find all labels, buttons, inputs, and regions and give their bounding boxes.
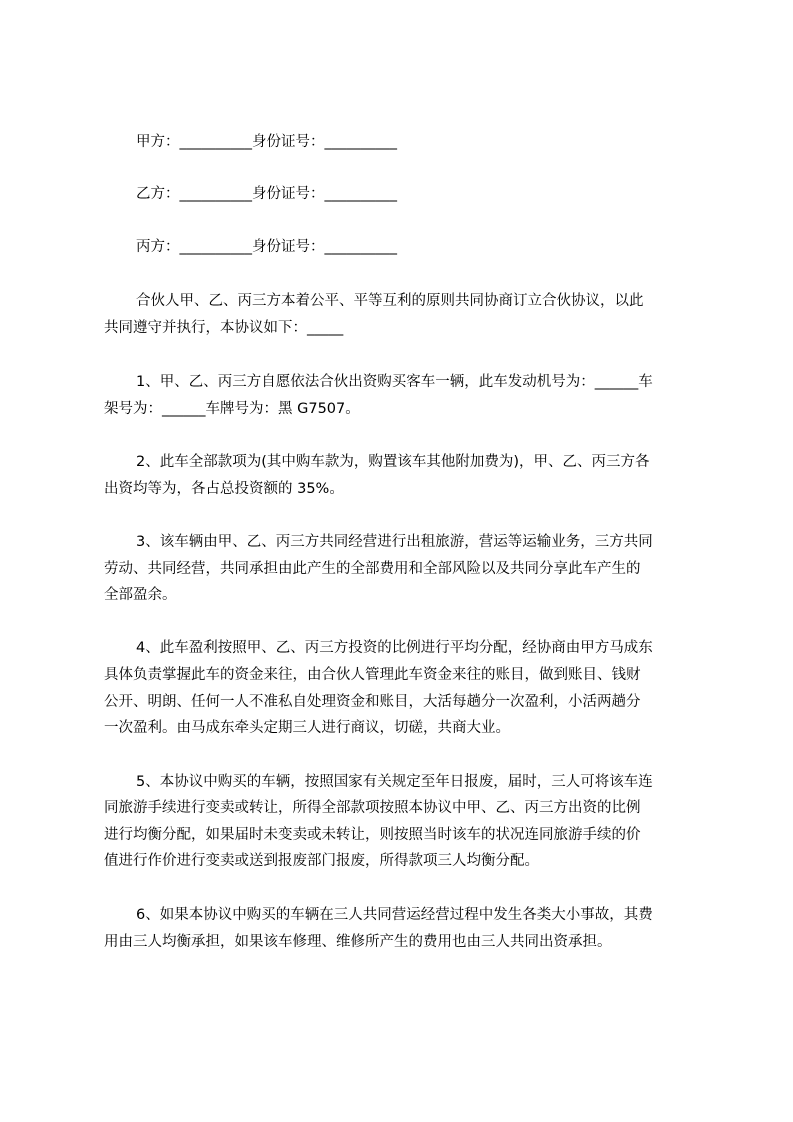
clause-5-line: 同旅游手续进行变卖或转让，所得全部款项按照本协议中甲、乙、丙三方出资的比例 [104,800,641,816]
clause-2-line: 2、此车全部款项为(其中购车款为，购置该车其他附加费为)，甲、乙、丙三方各 [136,454,650,470]
clause-5-line: 5、本协议中购买的车辆，按照国家有关规定至年日报废，届时，三人可将该车连 [136,774,653,790]
clause-4-line: 一次盈利。由马成东牵头定期三人进行商议，切磋，共商大业。 [104,720,510,736]
clause-5-line: 进行均衡分配，如果届时未变卖或未转让，则按照当时该车的状况连同旅游手续的价 [104,827,641,843]
intro-line: 合伙人甲、乙、丙三方本着公平、平等互利的原则共同协商订立合伙协议，以此 [136,293,644,309]
clause-3-line: 劳动、共同经营，共同承担由此产生的全部费用和全部风险以及共同分享此车产生的 [104,561,641,577]
clause-1-line: 1、甲、乙、丙三方自愿依法合伙出资购买客车一辆，此车发动机号为：______车 [136,374,653,390]
party-jia-line: 甲方：__________身份证号：__________ [136,134,397,150]
clause-3-line: 全部盈余。 [104,587,177,603]
party-bing-line: 丙方：__________身份证号：__________ [136,239,397,255]
intro-line: 共同遵守并执行，本协议如下：_____ [104,320,344,336]
clause-4-line: 公开、明朗、任何一人不准私自处理资金和账目，大活每趟分一次盈利，小活两趟分 [104,694,641,710]
clause-2-line: 出资均等为，各占总投资额的 35%。 [104,481,344,497]
clause-6-line: 用由三人均衡承担，如果该车修理、维修所产生的费用也由三人共同出资承担。 [104,934,612,950]
clause-1-line: 架号为：______车牌号为：黑 G7507。 [104,401,360,417]
party-yi-line: 乙方：__________身份证号：__________ [136,186,397,202]
clause-5-line: 值进行作价进行变卖或送到报废部门报废，所得款项三人均衡分配。 [104,853,539,869]
clause-4-line: 4、此车盈利按照甲、乙、丙三方投资的比例进行平均分配，经协商由甲方马成东 [136,640,653,656]
clause-6-line: 6、如果本协议中购买的车辆在三人共同营运经营过程中发生各类大小事故，其费 [136,907,653,923]
clause-4-line: 具体负责掌握此车的资金来往，由合伙人管理此车资金来往的账目，做到账目、钱财 [104,667,641,683]
clause-3-line: 3、该车辆由甲、乙、丙三方共同经营进行出租旅游，营运等运输业务，三方共同 [136,534,653,550]
